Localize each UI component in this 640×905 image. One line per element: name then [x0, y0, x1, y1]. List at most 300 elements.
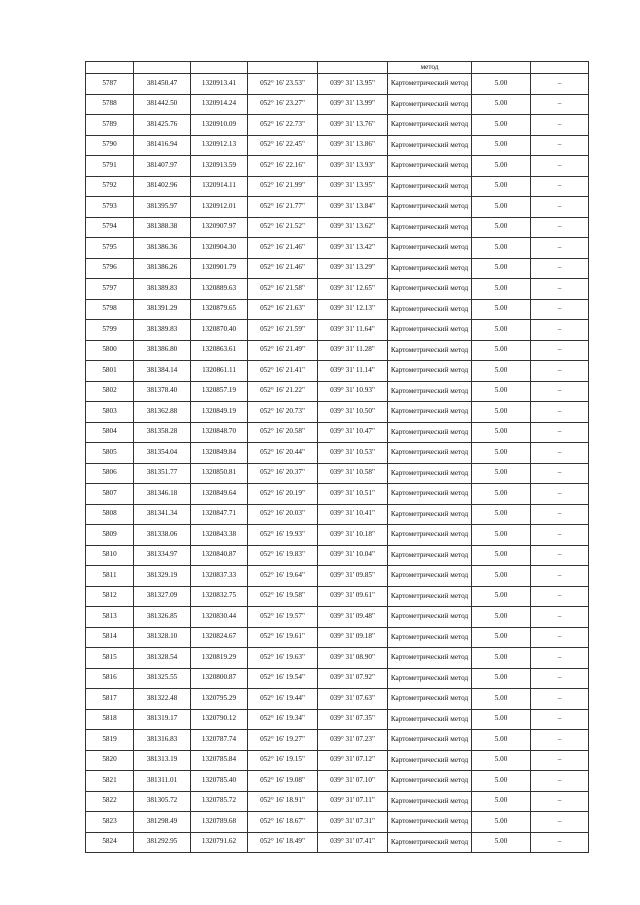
cell-y-coordinate: 1320850.81 — [191, 463, 248, 484]
cell-longitude: 039° 31' 09.18" — [318, 627, 388, 648]
cell-latitude: 052° 16' 21.77" — [248, 197, 318, 218]
cell-y-coordinate: 1320800.87 — [191, 668, 248, 689]
cell-latitude: 052° 16' 20.19" — [248, 484, 318, 505]
cell-longitude: 039° 31' 10.41" — [318, 504, 388, 525]
cell-point-number: 5805 — [86, 443, 134, 464]
cell-accuracy: 5.00 — [472, 463, 531, 484]
cell-empty — [531, 62, 589, 74]
cell-accuracy: 5.00 — [472, 545, 531, 566]
cell-method: Картометрический метод — [388, 381, 472, 402]
cell-point-number: 5815 — [86, 648, 134, 669]
cell-point-number: 5797 — [86, 279, 134, 300]
cell-accuracy: 5.00 — [472, 771, 531, 792]
cell-point-number: 5787 — [86, 74, 134, 95]
cell-longitude: 039° 31' 09.85" — [318, 566, 388, 587]
cell-x-coordinate: 381338.06 — [134, 525, 191, 546]
cell-accuracy: 5.00 — [472, 340, 531, 361]
cell-note: – — [531, 94, 589, 115]
cell-method: Картометрический метод — [388, 484, 472, 505]
cell-x-coordinate: 381407.97 — [134, 156, 191, 177]
cell-longitude: 039° 31' 10.04" — [318, 545, 388, 566]
cell-x-coordinate: 381378.40 — [134, 381, 191, 402]
cell-latitude: 052° 16' 19.44" — [248, 689, 318, 710]
cell-note: – — [531, 832, 589, 853]
cell-method: Картометрический метод — [388, 258, 472, 279]
cell-latitude: 052° 16' 19.93" — [248, 525, 318, 546]
cell-point-number: 5803 — [86, 402, 134, 423]
table-row — [86, 463, 589, 484]
cell-x-coordinate: 381354.04 — [134, 443, 191, 464]
cell-method: Картометрический метод — [388, 689, 472, 710]
cell-latitude: 052° 16' 21.22" — [248, 381, 318, 402]
cell-accuracy: 5.00 — [472, 791, 531, 812]
cell-method: Картометрический метод — [388, 299, 472, 320]
cell-latitude: 052° 16' 21.58" — [248, 279, 318, 300]
cell-longitude: 039° 31' 13.93" — [318, 156, 388, 177]
cell-longitude: 039° 31' 07.35" — [318, 709, 388, 730]
cell-y-coordinate: 1320790.12 — [191, 709, 248, 730]
cell-point-number: 5799 — [86, 320, 134, 341]
cell-point-number: 5823 — [86, 812, 134, 833]
cell-method: Картометрический метод — [388, 135, 472, 156]
cell-latitude: 052° 16' 18.91" — [248, 791, 318, 812]
cell-accuracy: 5.00 — [472, 135, 531, 156]
cell-method: Картометрический метод — [388, 340, 472, 361]
cell-point-number: 5816 — [86, 668, 134, 689]
cell-method: Картометрический метод — [388, 750, 472, 771]
cell-y-coordinate: 1320791.62 — [191, 832, 248, 853]
cell-method: Картометрический метод — [388, 197, 472, 218]
cell-longitude: 039° 31' 10.47" — [318, 422, 388, 443]
table-row — [86, 586, 589, 607]
cell-empty — [318, 62, 388, 74]
cell-longitude: 039° 31' 09.61" — [318, 586, 388, 607]
cell-latitude: 052° 16' 19.27" — [248, 730, 318, 751]
table-row — [86, 176, 589, 197]
table-row — [86, 504, 589, 525]
cell-latitude: 052° 16' 23.53" — [248, 74, 318, 95]
cell-method: метод — [388, 62, 472, 74]
cell-method: Картометрический метод — [388, 443, 472, 464]
cell-y-coordinate: 1320785.40 — [191, 771, 248, 792]
cell-point-number: 5791 — [86, 156, 134, 177]
cell-y-coordinate: 1320849.64 — [191, 484, 248, 505]
cell-accuracy: 5.00 — [472, 176, 531, 197]
cell-note: – — [531, 750, 589, 771]
cell-point-number: 5804 — [86, 422, 134, 443]
cell-note: – — [531, 627, 589, 648]
cell-latitude: 052° 16' 21.99" — [248, 176, 318, 197]
cell-accuracy: 5.00 — [472, 238, 531, 259]
cell-method: Картометрический метод — [388, 771, 472, 792]
cell-method: Картометрический метод — [388, 832, 472, 853]
cell-accuracy: 5.00 — [472, 258, 531, 279]
table-row — [86, 566, 589, 587]
cell-accuracy: 5.00 — [472, 361, 531, 382]
table-row — [86, 668, 589, 689]
cell-point-number: 5792 — [86, 176, 134, 197]
cell-point-number: 5818 — [86, 709, 134, 730]
cell-latitude: 052° 16' 20.44" — [248, 443, 318, 464]
cell-latitude: 052° 16' 18.67" — [248, 812, 318, 833]
cell-latitude: 052° 16' 20.58" — [248, 422, 318, 443]
cell-accuracy: 5.00 — [472, 525, 531, 546]
cell-x-coordinate: 381389.83 — [134, 279, 191, 300]
cell-y-coordinate: 1320861.11 — [191, 361, 248, 382]
table-row — [86, 238, 589, 259]
cell-method: Картометрический метод — [388, 422, 472, 443]
table-row — [86, 627, 589, 648]
cell-note: – — [531, 443, 589, 464]
cell-longitude: 039° 31' 07.23" — [318, 730, 388, 751]
cell-latitude: 052° 16' 19.34" — [248, 709, 318, 730]
cell-longitude: 039° 31' 10.51" — [318, 484, 388, 505]
cell-longitude: 039° 31' 13.99" — [318, 94, 388, 115]
cell-longitude: 039° 31' 10.50" — [318, 402, 388, 423]
cell-x-coordinate: 381327.09 — [134, 586, 191, 607]
cell-latitude: 052° 16' 19.83" — [248, 545, 318, 566]
cell-y-coordinate: 1320913.59 — [191, 156, 248, 177]
cell-point-number: 5817 — [86, 689, 134, 710]
cell-accuracy: 5.00 — [472, 381, 531, 402]
table-row — [86, 422, 589, 443]
cell-note: – — [531, 648, 589, 669]
cell-point-number: 5794 — [86, 217, 134, 238]
cell-note: – — [531, 279, 589, 300]
table-row — [86, 791, 589, 812]
cell-y-coordinate: 1320848.70 — [191, 422, 248, 443]
cell-note: – — [531, 197, 589, 218]
cell-longitude: 039° 31' 11.14" — [318, 361, 388, 382]
cell-point-number: 5824 — [86, 832, 134, 853]
cell-x-coordinate: 381341.34 — [134, 504, 191, 525]
cell-y-coordinate: 1320843.38 — [191, 525, 248, 546]
table-row — [86, 299, 589, 320]
cell-accuracy: 5.00 — [472, 197, 531, 218]
cell-point-number: 5796 — [86, 258, 134, 279]
cell-note: – — [531, 299, 589, 320]
table-row — [86, 484, 589, 505]
cell-longitude: 039° 31' 07.31" — [318, 812, 388, 833]
cell-accuracy: 5.00 — [472, 156, 531, 177]
cell-note: – — [531, 504, 589, 525]
cell-note: – — [531, 566, 589, 587]
cell-x-coordinate: 381425.76 — [134, 115, 191, 136]
cell-note: – — [531, 74, 589, 95]
cell-x-coordinate: 381328.54 — [134, 648, 191, 669]
cell-accuracy: 5.00 — [472, 504, 531, 525]
cell-x-coordinate: 381416.94 — [134, 135, 191, 156]
table-row — [86, 74, 589, 95]
cell-latitude: 052° 16' 19.58" — [248, 586, 318, 607]
cell-x-coordinate: 381346.18 — [134, 484, 191, 505]
cell-latitude: 052° 16' 19.64" — [248, 566, 318, 587]
cell-empty — [86, 62, 134, 74]
cell-accuracy: 5.00 — [472, 730, 531, 751]
table-row — [86, 340, 589, 361]
cell-x-coordinate: 381442.50 — [134, 94, 191, 115]
cell-longitude: 039° 31' 07.10" — [318, 771, 388, 792]
cell-x-coordinate: 381325.55 — [134, 668, 191, 689]
cell-x-coordinate: 381386.26 — [134, 258, 191, 279]
cell-accuracy: 5.00 — [472, 566, 531, 587]
table-row — [86, 156, 589, 177]
cell-latitude: 052° 16' 21.63" — [248, 299, 318, 320]
cell-y-coordinate: 1320819.29 — [191, 648, 248, 669]
cell-x-coordinate: 381328.10 — [134, 627, 191, 648]
cell-method: Картометрический метод — [388, 463, 472, 484]
cell-point-number: 5807 — [86, 484, 134, 505]
cell-accuracy: 5.00 — [472, 422, 531, 443]
cell-accuracy: 5.00 — [472, 709, 531, 730]
cell-y-coordinate: 1320913.41 — [191, 74, 248, 95]
cell-x-coordinate: 381450.47 — [134, 74, 191, 95]
table-row — [86, 258, 589, 279]
cell-longitude: 039° 31' 13.95" — [318, 74, 388, 95]
cell-y-coordinate: 1320785.84 — [191, 750, 248, 771]
table-row — [86, 750, 589, 771]
cell-note: – — [531, 812, 589, 833]
cell-method: Картометрический метод — [388, 361, 472, 382]
cell-y-coordinate: 1320787.74 — [191, 730, 248, 751]
cell-point-number: 5820 — [86, 750, 134, 771]
cell-point-number: 5813 — [86, 607, 134, 628]
cell-point-number: 5790 — [86, 135, 134, 156]
cell-note: – — [531, 238, 589, 259]
cell-longitude: 039° 31' 08.90" — [318, 648, 388, 669]
cell-method: Картометрический метод — [388, 545, 472, 566]
cell-accuracy: 5.00 — [472, 627, 531, 648]
cell-y-coordinate: 1320863.61 — [191, 340, 248, 361]
cell-y-coordinate: 1320832.75 — [191, 586, 248, 607]
table-row — [86, 197, 589, 218]
cell-accuracy: 5.00 — [472, 607, 531, 628]
cell-latitude: 052° 16' 20.73" — [248, 402, 318, 423]
cell-latitude: 052° 16' 21.52" — [248, 217, 318, 238]
cell-note: – — [531, 361, 589, 382]
cell-method: Картометрический метод — [388, 156, 472, 177]
cell-latitude: 052° 16' 19.57" — [248, 607, 318, 628]
cell-accuracy: 5.00 — [472, 217, 531, 238]
table-row — [86, 443, 589, 464]
cell-latitude: 052° 16' 21.59" — [248, 320, 318, 341]
cell-method: Картометрический метод — [388, 94, 472, 115]
cell-latitude: 052° 16' 18.49" — [248, 832, 318, 853]
cell-longitude: 039° 31' 13.76" — [318, 115, 388, 136]
cell-latitude: 052° 16' 21.49" — [248, 340, 318, 361]
cell-point-number: 5806 — [86, 463, 134, 484]
cell-note: – — [531, 668, 589, 689]
cell-longitude: 039° 31' 12.13" — [318, 299, 388, 320]
cell-longitude: 039° 31' 10.18" — [318, 525, 388, 546]
cell-method: Картометрический метод — [388, 115, 472, 136]
cell-latitude: 052° 16' 20.03" — [248, 504, 318, 525]
table-row — [86, 648, 589, 669]
cell-note: – — [531, 217, 589, 238]
cell-y-coordinate: 1320914.24 — [191, 94, 248, 115]
cell-point-number: 5802 — [86, 381, 134, 402]
cell-y-coordinate: 1320907.97 — [191, 217, 248, 238]
cell-note: – — [531, 258, 589, 279]
cell-method: Картометрический метод — [388, 504, 472, 525]
cell-x-coordinate: 381319.17 — [134, 709, 191, 730]
cell-y-coordinate: 1320901.79 — [191, 258, 248, 279]
cell-method: Картометрический метод — [388, 238, 472, 259]
cell-x-coordinate: 381358.28 — [134, 422, 191, 443]
table-row — [86, 217, 589, 238]
cell-accuracy: 5.00 — [472, 648, 531, 669]
cell-point-number: 5788 — [86, 94, 134, 115]
table-row — [86, 402, 589, 423]
cell-point-number: 5810 — [86, 545, 134, 566]
cell-x-coordinate: 381305.72 — [134, 791, 191, 812]
cell-accuracy: 5.00 — [472, 402, 531, 423]
cell-accuracy: 5.00 — [472, 586, 531, 607]
cell-y-coordinate: 1320879.65 — [191, 299, 248, 320]
cell-y-coordinate: 1320830.44 — [191, 607, 248, 628]
cell-empty — [472, 62, 531, 74]
cell-note: – — [531, 545, 589, 566]
cell-method: Картометрический метод — [388, 812, 472, 833]
cell-method: Картометрический метод — [388, 607, 472, 628]
cell-note: – — [531, 586, 589, 607]
cell-point-number: 5808 — [86, 504, 134, 525]
cell-x-coordinate: 381389.83 — [134, 320, 191, 341]
cell-accuracy: 5.00 — [472, 115, 531, 136]
cell-longitude: 039° 31' 07.41" — [318, 832, 388, 853]
cell-x-coordinate: 381326.85 — [134, 607, 191, 628]
cell-longitude: 039° 31' 11.64" — [318, 320, 388, 341]
cell-latitude: 052° 16' 21.46" — [248, 258, 318, 279]
cell-accuracy: 5.00 — [472, 443, 531, 464]
cell-x-coordinate: 381395.97 — [134, 197, 191, 218]
cell-latitude: 052° 16' 22.16" — [248, 156, 318, 177]
cell-latitude: 052° 16' 19.63" — [248, 648, 318, 669]
cell-longitude: 039° 31' 07.12" — [318, 750, 388, 771]
cell-x-coordinate: 381329.19 — [134, 566, 191, 587]
cell-x-coordinate: 381351.77 — [134, 463, 191, 484]
coordinates-table-body — [86, 62, 589, 853]
cell-method: Картометрический метод — [388, 668, 472, 689]
cell-note: – — [531, 176, 589, 197]
cell-method: Картометрический метод — [388, 709, 472, 730]
cell-longitude: 039° 31' 13.42" — [318, 238, 388, 259]
cell-point-number: 5801 — [86, 361, 134, 382]
cell-longitude: 039° 31' 07.63" — [318, 689, 388, 710]
cell-latitude: 052° 16' 23.27" — [248, 94, 318, 115]
cell-x-coordinate: 381386.36 — [134, 238, 191, 259]
cell-point-number: 5800 — [86, 340, 134, 361]
cell-x-coordinate: 381334.97 — [134, 545, 191, 566]
table-row — [86, 279, 589, 300]
cell-method: Картометрический метод — [388, 402, 472, 423]
cell-longitude: 039° 31' 13.29" — [318, 258, 388, 279]
cell-x-coordinate: 381386.80 — [134, 340, 191, 361]
cell-latitude: 052° 16' 19.15" — [248, 750, 318, 771]
table-row — [86, 361, 589, 382]
cell-longitude: 039° 31' 09.48" — [318, 607, 388, 628]
cell-method: Картометрический метод — [388, 217, 472, 238]
cell-longitude: 039° 31' 07.92" — [318, 668, 388, 689]
cell-accuracy: 5.00 — [472, 689, 531, 710]
cell-x-coordinate: 381313.19 — [134, 750, 191, 771]
cell-x-coordinate: 381391.29 — [134, 299, 191, 320]
cell-y-coordinate: 1320840.87 — [191, 545, 248, 566]
cell-y-coordinate: 1320824.67 — [191, 627, 248, 648]
cell-y-coordinate: 1320789.68 — [191, 812, 248, 833]
cell-empty — [191, 62, 248, 74]
cell-point-number: 5819 — [86, 730, 134, 751]
cell-latitude: 052° 16' 21.41" — [248, 361, 318, 382]
table-row — [86, 525, 589, 546]
cell-accuracy: 5.00 — [472, 812, 531, 833]
cell-method: Картометрический метод — [388, 627, 472, 648]
cell-point-number: 5795 — [86, 238, 134, 259]
table-row — [86, 381, 589, 402]
cell-latitude: 052° 16' 19.08" — [248, 771, 318, 792]
cell-y-coordinate: 1320912.01 — [191, 197, 248, 218]
cell-accuracy: 5.00 — [472, 74, 531, 95]
cell-accuracy: 5.00 — [472, 94, 531, 115]
cell-y-coordinate: 1320849.19 — [191, 402, 248, 423]
cell-x-coordinate: 381388.38 — [134, 217, 191, 238]
table-row — [86, 135, 589, 156]
cell-accuracy: 5.00 — [472, 279, 531, 300]
cell-note: – — [531, 156, 589, 177]
cell-latitude: 052° 16' 21.46" — [248, 238, 318, 259]
table-row — [86, 607, 589, 628]
cell-method: Картометрический метод — [388, 648, 472, 669]
cell-method: Картометрический метод — [388, 279, 472, 300]
cell-note: – — [531, 607, 589, 628]
table-row — [86, 730, 589, 751]
cell-note: – — [531, 340, 589, 361]
cell-note: – — [531, 730, 589, 751]
cell-point-number: 5822 — [86, 791, 134, 812]
cell-longitude: 039° 31' 11.28" — [318, 340, 388, 361]
cell-longitude: 039° 31' 07.11" — [318, 791, 388, 812]
cell-note: – — [531, 422, 589, 443]
cell-empty — [248, 62, 318, 74]
cell-note: – — [531, 463, 589, 484]
table-row — [86, 94, 589, 115]
table-row — [86, 545, 589, 566]
cell-point-number: 5821 — [86, 771, 134, 792]
cell-latitude: 052° 16' 22.73" — [248, 115, 318, 136]
cell-x-coordinate: 381292.95 — [134, 832, 191, 853]
cell-y-coordinate: 1320849.84 — [191, 443, 248, 464]
cell-y-coordinate: 1320847.71 — [191, 504, 248, 525]
cell-accuracy: 5.00 — [472, 832, 531, 853]
cell-method: Картометрический метод — [388, 566, 472, 587]
cell-point-number: 5809 — [86, 525, 134, 546]
cell-method: Картометрический метод — [388, 320, 472, 341]
cell-latitude: 052° 16' 20.37" — [248, 463, 318, 484]
cell-longitude: 039° 31' 10.93" — [318, 381, 388, 402]
coordinates-table — [85, 61, 589, 853]
cell-method: Картометрический метод — [388, 791, 472, 812]
cell-accuracy: 5.00 — [472, 750, 531, 771]
cell-note: – — [531, 709, 589, 730]
cell-y-coordinate: 1320889.63 — [191, 279, 248, 300]
cell-latitude: 052° 16' 19.61" — [248, 627, 318, 648]
table-row — [86, 771, 589, 792]
cell-method: Картометрический метод — [388, 74, 472, 95]
cell-y-coordinate: 1320870.40 — [191, 320, 248, 341]
cell-x-coordinate: 381298.49 — [134, 812, 191, 833]
cell-x-coordinate: 381362.88 — [134, 402, 191, 423]
cell-note: – — [531, 135, 589, 156]
